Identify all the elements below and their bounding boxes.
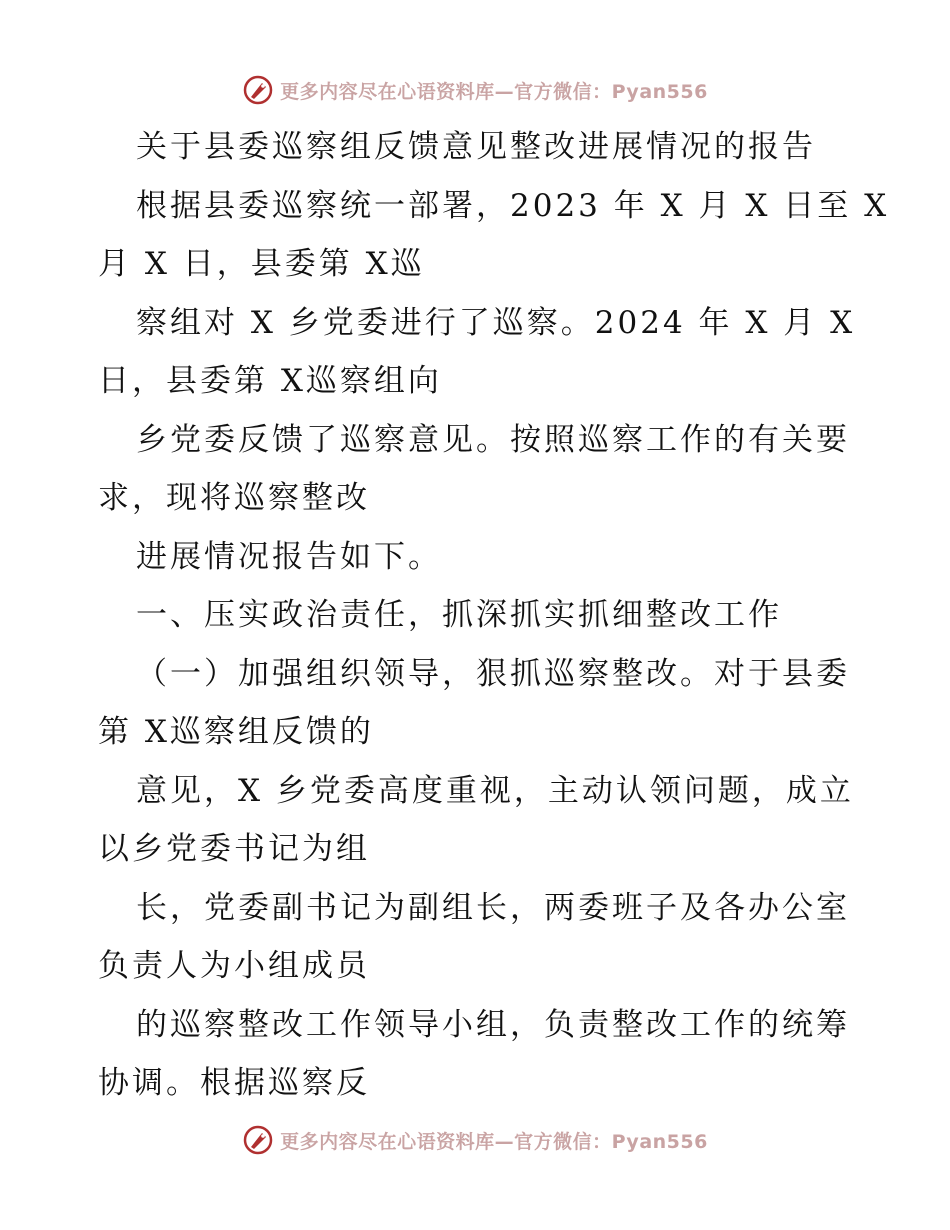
document-line: 关于县委巡察组反馈意见整改进展情况的报告 [136, 129, 816, 165]
document-line: 进展情况报告如下。 [136, 538, 442, 575]
document-line: 长，党委副书记为副组长，两委班子及各办公室 [136, 889, 850, 926]
pen-nib-logo-icon [242, 74, 274, 106]
watermark-text: 更多内容尽在心语资料库—官方微信：Pyan556 [280, 80, 708, 103]
document-body [98, 118, 890, 1113]
document-line: 求，现将巡察整改 [98, 480, 370, 516]
watermark-banner-top [0, 70, 950, 110]
document-line: 协调。根据巡察反 [98, 1065, 370, 1101]
watermark-banner-bottom [0, 1120, 950, 1160]
document-line: 负责人为小组成员 [98, 948, 370, 984]
subsection-heading: （一）加强组织领导，狠抓巡察整改。对于县委 [136, 655, 850, 692]
document-line: 日，县委第 X巡察组向 [98, 363, 442, 399]
document-line: 根据县委巡察统一部署，2023 年 X 月 X 日至 X [136, 187, 890, 224]
document-line: 察组对 X 乡党委进行了巡察。2024 年 X 月 X [136, 304, 856, 341]
document-line: 意见，X 乡党委高度重视，主动认领问题，成立 [136, 772, 854, 809]
document-line: 第 X巡察组反馈的 [98, 714, 374, 750]
watermark-text: 更多内容尽在心语资料库—官方微信：Pyan556 [280, 1130, 708, 1153]
pen-nib-logo-icon [242, 1124, 274, 1156]
document-line: 的巡察整改工作领导小组，负责整改工作的统筹 [136, 1006, 850, 1043]
section-heading: 一、压实政治责任，抓深抓实抓细整改工作 [136, 597, 782, 633]
document-line: 以乡党委书记为组 [98, 831, 370, 867]
document-line: 月 X 日，县委第 X巡 [98, 246, 425, 282]
document-line: 乡党委反馈了巡察意见。按照巡察工作的有关要 [136, 421, 850, 458]
